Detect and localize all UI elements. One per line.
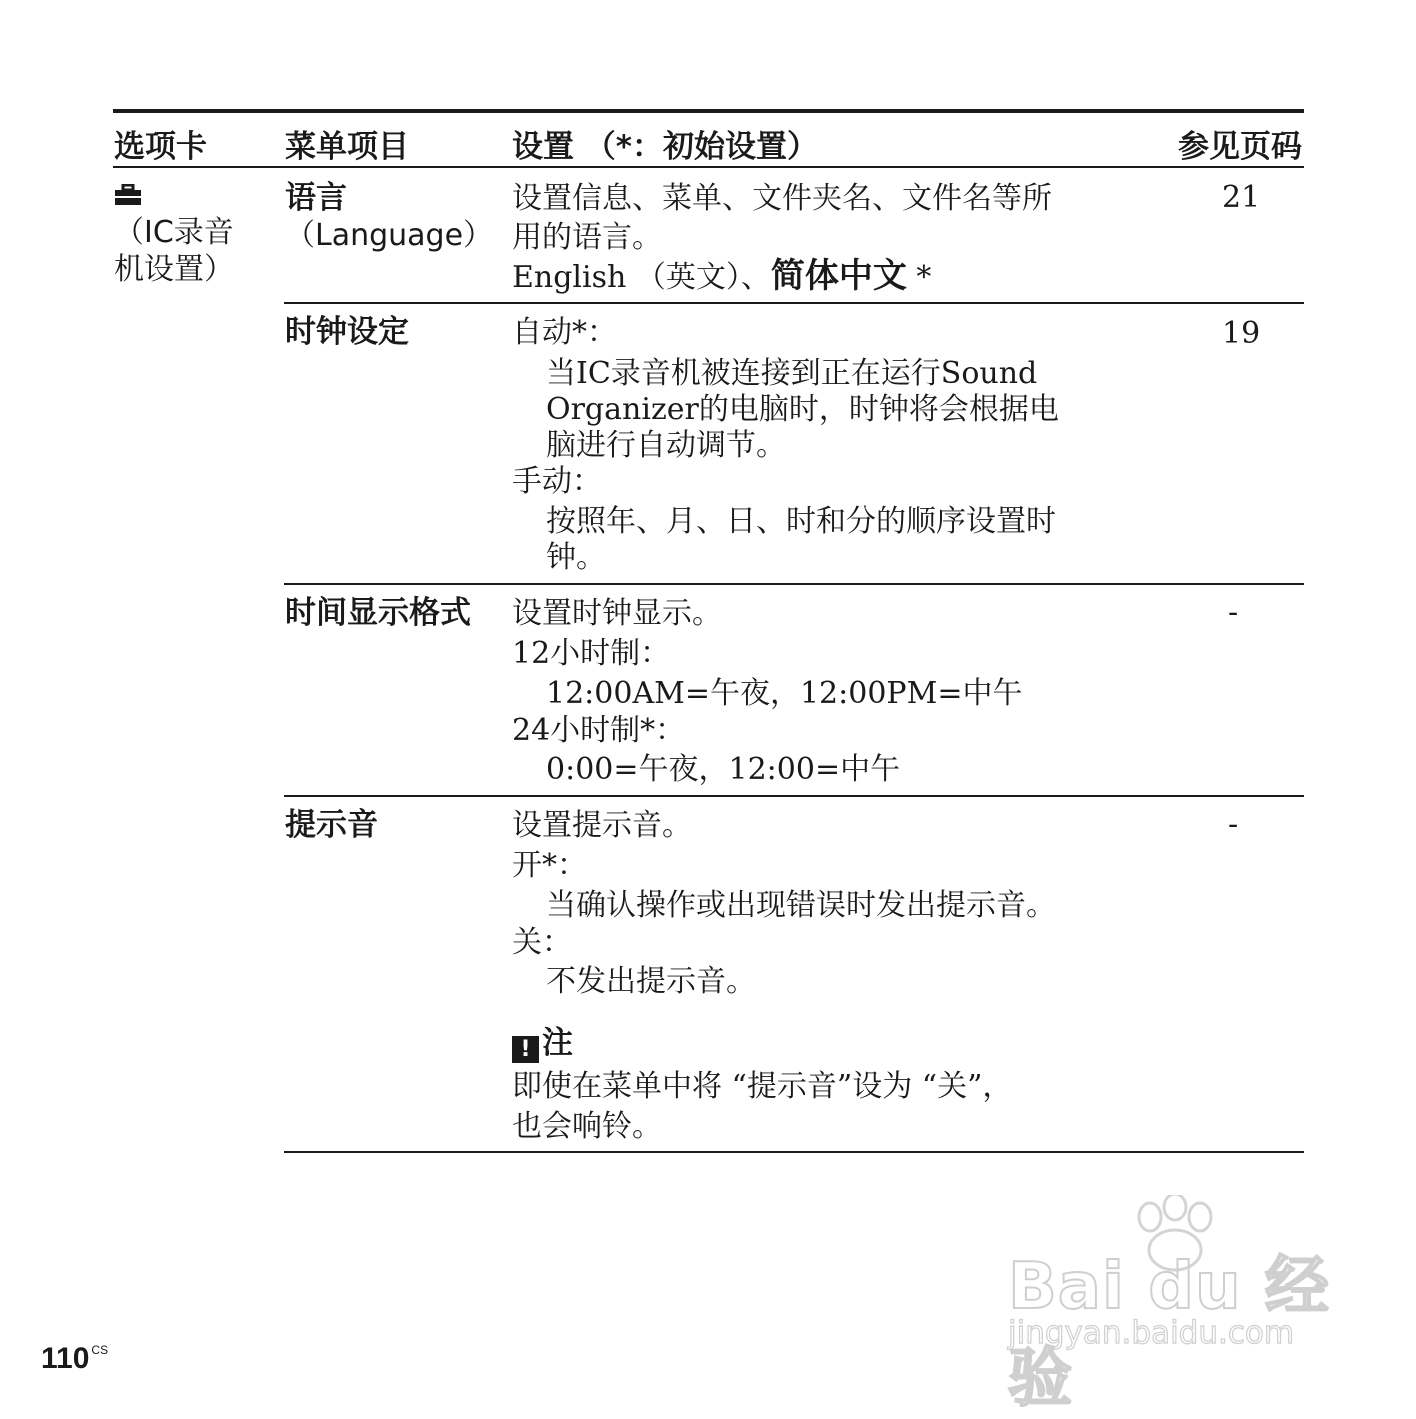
time-format-24h-label: 24小时制*： <box>512 713 686 748</box>
table-bottom-rule <box>284 1151 1304 1153</box>
menu-time-display-format: 时间显示格式 <box>285 595 471 631</box>
header-tab: 选项卡 <box>114 129 207 165</box>
header-menu-item: 菜单项目 <box>285 129 409 165</box>
header-rule <box>113 166 1304 168</box>
language-desc-line1: 设置信息、菜单、文件夹名、文件名等所 <box>512 181 1052 216</box>
clock-auto-desc-line3: 脑进行自动调节。 <box>546 428 786 463</box>
language-options <box>512 258 931 296</box>
clock-manual-label: 手动： <box>512 464 602 499</box>
menu-language: 语言 <box>285 180 347 216</box>
beep-desc: 设置提示音。 <box>512 808 692 843</box>
beep-off-desc: 不发出提示音。 <box>546 964 756 999</box>
time-format-24h-desc: 0:00=午夜，12:00=中午 <box>546 752 901 787</box>
language-desc-line2: 用的语言。 <box>512 220 662 255</box>
baidu-jingyan-watermark <box>1000 1195 1340 1416</box>
beep-on-desc: 当确认操作或出现错误时发出提示音。 <box>546 888 1056 923</box>
note-text-line1: 即使在菜单中将 “提示音”设为 “关”， <box>512 1069 1013 1104</box>
toolbox-icon <box>114 184 142 206</box>
beep-off-label: 关： <box>512 925 572 960</box>
option-default-mark: * <box>906 260 932 295</box>
menu-clock-setting: 时钟设定 <box>285 314 409 350</box>
note-icon: ! <box>512 1036 539 1063</box>
clock-auto-label: 自动*： <box>512 315 617 350</box>
option-english: English （英文）、 <box>512 260 771 295</box>
row-rule <box>284 302 1304 304</box>
row-rule <box>284 795 1304 797</box>
page-number-value: 110 <box>41 1342 90 1375</box>
clock-manual-desc-line2: 钟。 <box>546 540 606 575</box>
table-top-rule <box>113 109 1304 113</box>
page-number <box>41 1342 108 1376</box>
note-heading <box>512 1025 573 1063</box>
ref-language: 21 <box>1222 180 1261 215</box>
page-number-suffix: CS <box>91 1343 109 1357</box>
tab-label-line2: 机设置） <box>114 252 234 287</box>
watermark-logo: Bai du 经验 <box>1008 1250 1330 1416</box>
note-title: 注 <box>542 1025 573 1061</box>
menu-language-en: （Language） <box>285 218 494 253</box>
clock-auto-desc-line1: 当IC录音机被连接到正在运行Sound <box>546 356 1038 391</box>
time-format-12h-desc: 12:00AM=午夜，12:00PM=中午 <box>546 676 1023 711</box>
beep-on-label: 开*： <box>512 848 587 883</box>
menu-beep: 提示音 <box>285 807 378 843</box>
option-simplified-chinese: 简体中文 <box>770 256 907 296</box>
note-text-line2: 也会响铃。 <box>512 1109 662 1144</box>
header-ref-page: 参见页码 <box>1178 129 1302 165</box>
ref-beep: - <box>1228 807 1239 842</box>
watermark-url: jingyan.baidu.com <box>1008 1315 1295 1351</box>
ref-time-display-format: - <box>1228 595 1239 630</box>
clock-auto-desc-line2: Organizer的电脑时，时钟将会根据电 <box>546 392 1059 427</box>
clock-manual-desc-line1: 按照年、月、日、时和分的顺序设置时 <box>546 504 1056 539</box>
row-rule <box>284 583 1304 585</box>
header-setting: 设置 （*：初始设置） <box>512 129 819 165</box>
tab-label-line1: （IC录音 <box>114 215 234 250</box>
time-format-desc: 设置时钟显示。 <box>512 596 722 631</box>
ref-clock-setting: 19 <box>1222 316 1261 351</box>
time-format-12h-label: 12小时制： <box>512 636 671 671</box>
